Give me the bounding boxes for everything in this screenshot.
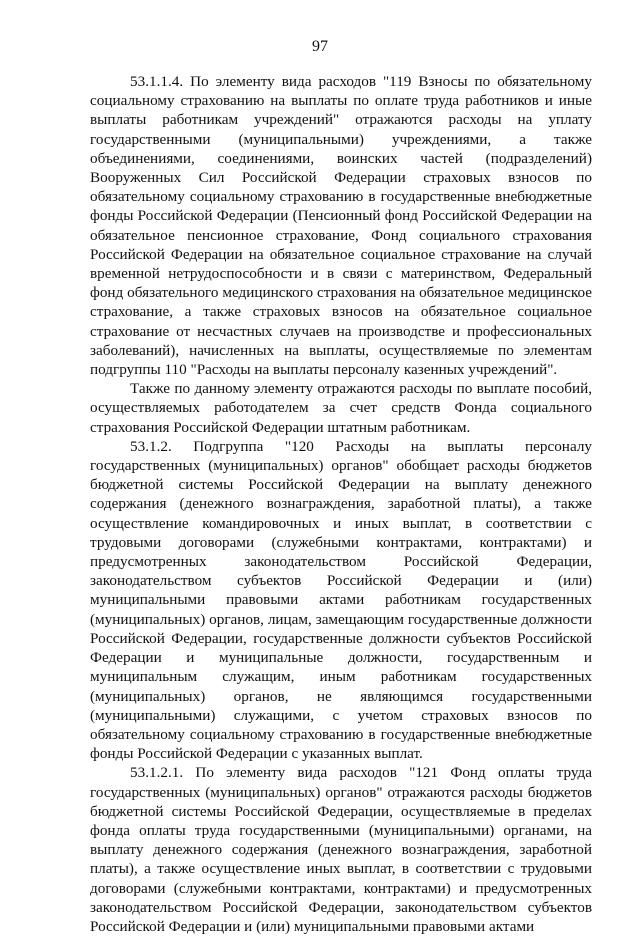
document-body bbox=[90, 72, 592, 936]
paragraph-53-1-2-1: 53.1.2.1. По элементу вида расходов "121 Фонд оплаты труда государственных (муниципальных) органов" отражаются расходы бюджетов бюджетной системы Российской Федерации, осуществляемые в пределах фонда оплаты труда государственными (муниципальными) органами, на выплату денежного содержания (денежного вознаграждения, заработной платы), а также осуществление иных выплат, в соответствии с трудовыми договорами (служебными контрактами, контрактами) и предусмотренных законодательством Российской Федерации, законодательством субъектов Российской Федерации и (или) муниципальными правовыми актами bbox=[90, 764, 592, 935]
page-number: 97 bbox=[312, 38, 328, 55]
paragraph-benefits-note: Также по данному элементу отражаются расходы по выплате пособий, осуществляемых работодателем за счет средств Фонда социального страхования Российской Федерации штатным работникам. bbox=[90, 380, 592, 436]
paragraph-53-1-1-4: 53.1.1.4. По элементу вида расходов "119 Взносы по обязательному социальному страхованию на выплаты по оплате труда работников и иные выплаты работникам учреждений" отражаются расходы на уплату государственными (муниципальными) учреждениями, а также объединениями, соединениями, воинских частей (подразделений) Вооруженных Сил Российской Федерации страховых взносов по обязательному социальному страхованию в государственные внебюджетные фонды Российской Федерации (Пенсионный фонд Российской Федерации на обязательное пенсионное страхование, Фонд социального страхования Российской Федерации на обязательное социальное страхование на случай временной нетрудоспособности и в связи с материнством, Федеральный фонд обязательного медицинского страхования на обязательное медицинское страхование, а также страховых взносов на обязательное социальное страхование от несчастных случаев на производстве и профессиональных заболеваний), начисленных на выплаты, осуществляемые по элементам подгруппы 110 "Расходы на выплаты персоналу казенных учреждений". bbox=[90, 73, 592, 379]
paragraph-53-1-2: 53.1.2. Подгруппа "120 Расходы на выплаты персоналу государственных (муниципальных) органов" обобщает расходы бюджетов бюджетной системы Российской Федерации на выплату денежного содержания (денежного вознаграждения, заработной платы), а также осуществление командировочных и иных выплат, в соответствии с трудовыми договорами (служебными контрактами, контрактами) и предусмотренных законодательством Российской Федерации, законодательством субъектов Российской Федерации и (или) муниципальными правовыми актами работникам государственных (муниципальных) органов, лицам, замещающим государственные должности Российской Федерации, государственные должности субъектов Российской Федерации и муниципальные должности, государственным и муниципальным служащим, иным работникам государственных (муниципальных) органов, не являющимся государственными (муниципальными) служащими, с учетом страховых взносов по обязательному социальному страхованию в государственные внебюджетные фонды Российской Федерации с указанных выплат. bbox=[90, 437, 592, 763]
